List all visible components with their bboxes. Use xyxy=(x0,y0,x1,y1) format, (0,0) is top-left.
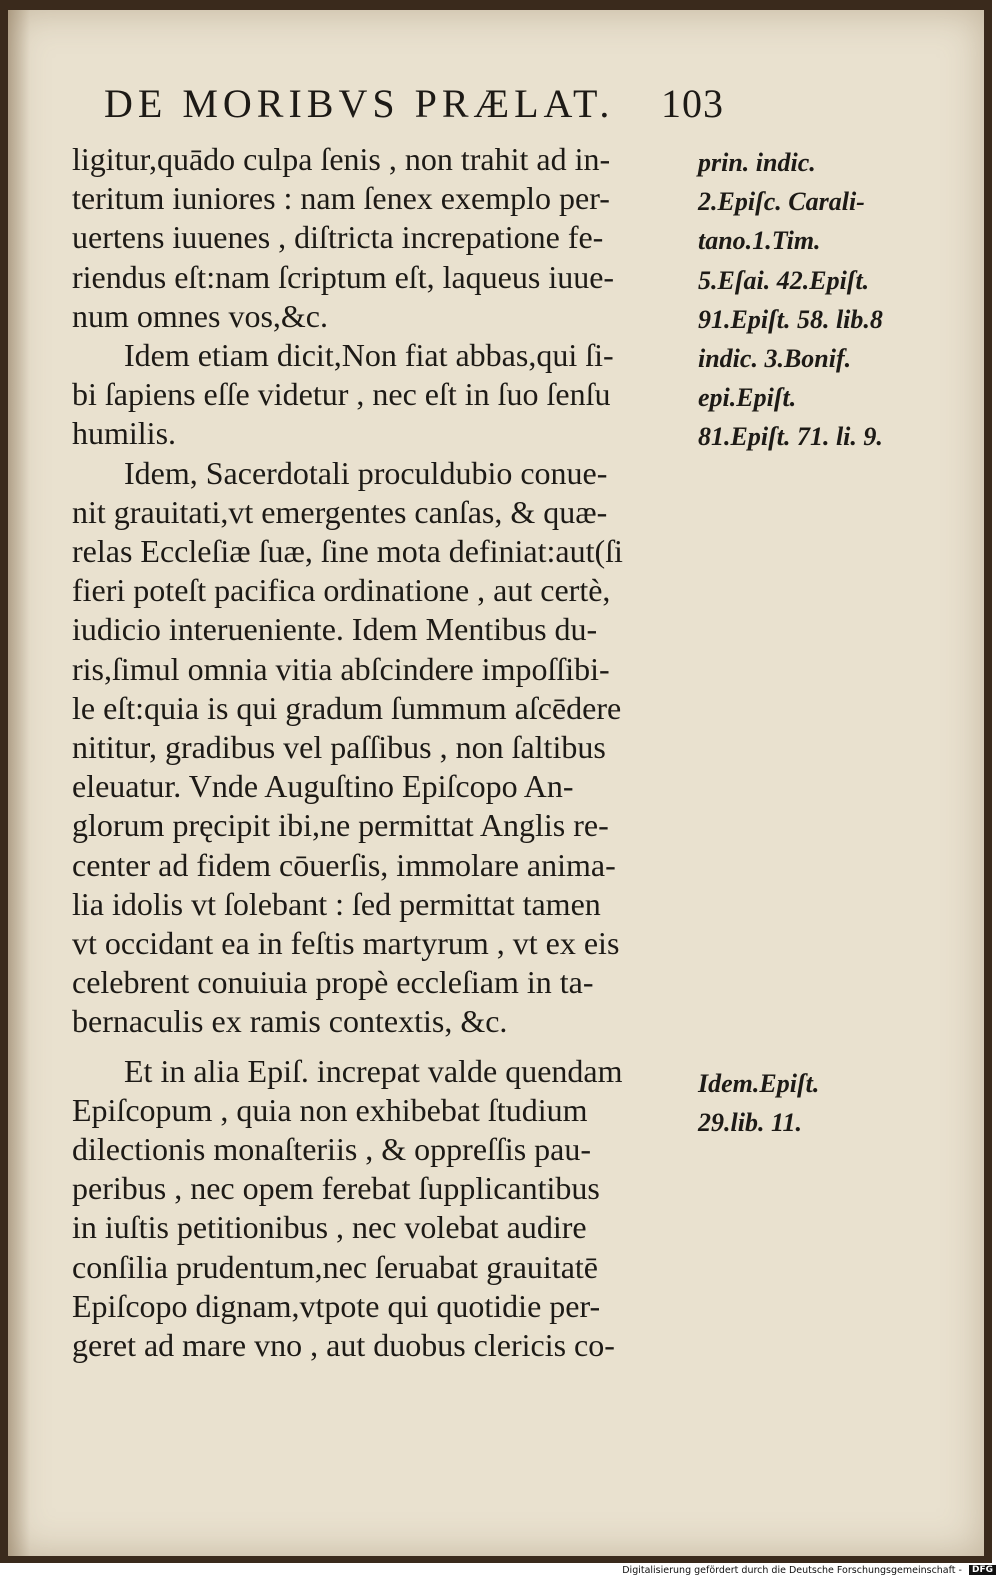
margin-note: 1.Tim. 5. xyxy=(698,226,821,295)
text-line: Epiſcopo dignam,vtpote qui quotidie per- xyxy=(72,1287,601,1324)
page-number: 103 xyxy=(661,81,724,126)
margin-note: Epiſc. Carali- xyxy=(717,187,865,217)
text-line: Idem, Sacerdotali proculdubio conue- xyxy=(124,454,608,491)
text-line: peribus , nec opem ferebat ſupplicantibus xyxy=(72,1170,600,1207)
margin-note: 8 indic. 3. xyxy=(698,304,883,374)
text-line: Idem etiam dicit,Non fiat abbas,qui ſi- xyxy=(124,337,614,374)
margin-note: lib. 11. xyxy=(730,1108,803,1138)
text-line: dilectionis monaſteriis , & oppreſſis pau- xyxy=(72,1131,592,1168)
text-line: le eſt:quia is qui gradum ſummum aſcēdere xyxy=(72,689,622,726)
text-line: iudicio interueniente. Idem Mentibus du- xyxy=(72,611,598,648)
margin-notes-1 xyxy=(698,143,888,457)
text-line: glorum pręcipit ibi,ne permittat Anglis re- xyxy=(72,807,609,844)
running-title: DE MORIBVS PRÆLAT. xyxy=(104,81,615,126)
text-line: lia idolis vt ſolebant : ſed permittat tamen xyxy=(72,885,601,922)
margin-note: Eſai. 42. xyxy=(717,265,810,295)
page-header xyxy=(104,80,724,127)
text-line: center ad fidem cōuerſis, immolare anima- xyxy=(72,846,616,883)
text-block-1 xyxy=(72,140,688,1042)
margin-note: Epiſt. 71. li. 9. xyxy=(730,422,883,452)
margin-notes-2 xyxy=(698,1064,888,1142)
text-line: humilis. xyxy=(72,415,177,452)
text-line: Epiſcopum , quia non exhibebat ſtudium xyxy=(72,1091,588,1128)
text-line: conſilia prudentum,nec ſeruabat grauitatē xyxy=(72,1248,598,1285)
margin-note: Epiſt. 91. xyxy=(698,265,870,334)
text-line: Et in alia Epiſ. increpat valde quendam xyxy=(124,1052,623,1089)
text-line: bernaculis ex ramis contextis, &c. xyxy=(72,1003,508,1040)
text-line: nititur, gradibus vel paſſibus , non ſaltibus xyxy=(72,729,606,766)
text-line: eleuatur. Vnde Auguſtino Epiſcopo An- xyxy=(72,768,574,805)
text-line: vt occidant ea in feſtis martyrum , vt ex eis xyxy=(72,925,620,962)
text-line: num omnes vos,&c. xyxy=(72,297,328,334)
text-block-2 xyxy=(72,1052,688,1366)
footer-credit xyxy=(0,1563,1000,1580)
text-line: riendus eſt:nam ſcriptum eſt, laqueus iuue- xyxy=(72,258,615,295)
text-line: celebrent conuiuia propè eccleſiam in ta- xyxy=(72,964,594,1001)
margin-note: Idem. xyxy=(698,1069,760,1098)
text-line: ris,ſimul omnia vitia abſcindere impoſſibi- xyxy=(72,650,610,687)
margin-note: Epiſt. 58. lib. xyxy=(730,304,870,334)
margin-note: Epiſt. 29. xyxy=(698,1069,820,1138)
margin-note: Bonif. epi. xyxy=(698,344,852,413)
text-line: nit grauitati,vt emergentes canſas, & quæ- xyxy=(72,493,608,530)
text-line: uertens iuuenes , diſtricta increpatione fe- xyxy=(72,219,604,256)
text-line: in iuſtis petitionibus , nec volebat audire xyxy=(72,1209,587,1246)
footer-credit-text: Digitalisierung gefördert durch die Deutsche Forschungsgemeinschaft - xyxy=(622,1565,962,1576)
margin-note: prin. indic. 2. xyxy=(698,148,816,217)
margin-note: Epiſt. 81. xyxy=(698,383,797,452)
margin-note: tano. xyxy=(698,226,753,256)
dfg-logo: DFG xyxy=(969,1565,996,1575)
main-text xyxy=(72,140,688,1365)
text-line: teritum iuniores : nam ſenex exemplo per- xyxy=(72,180,610,217)
text-line: ligitur,quādo culpa ſenis , non trahit ad in- xyxy=(72,141,611,177)
text-line: relas Eccleſiæ ſuæ, ſine mota definiat:aut(ſi xyxy=(72,533,623,570)
text-line: bi ſapiens eſſe videtur , nec eſt in ſuo ſenſu xyxy=(72,376,611,413)
text-line: fieri poteſt pacifica ordinatione , aut certè, xyxy=(72,572,611,609)
text-line: geret ad mare vno , aut duobus clericis co- xyxy=(72,1327,615,1364)
